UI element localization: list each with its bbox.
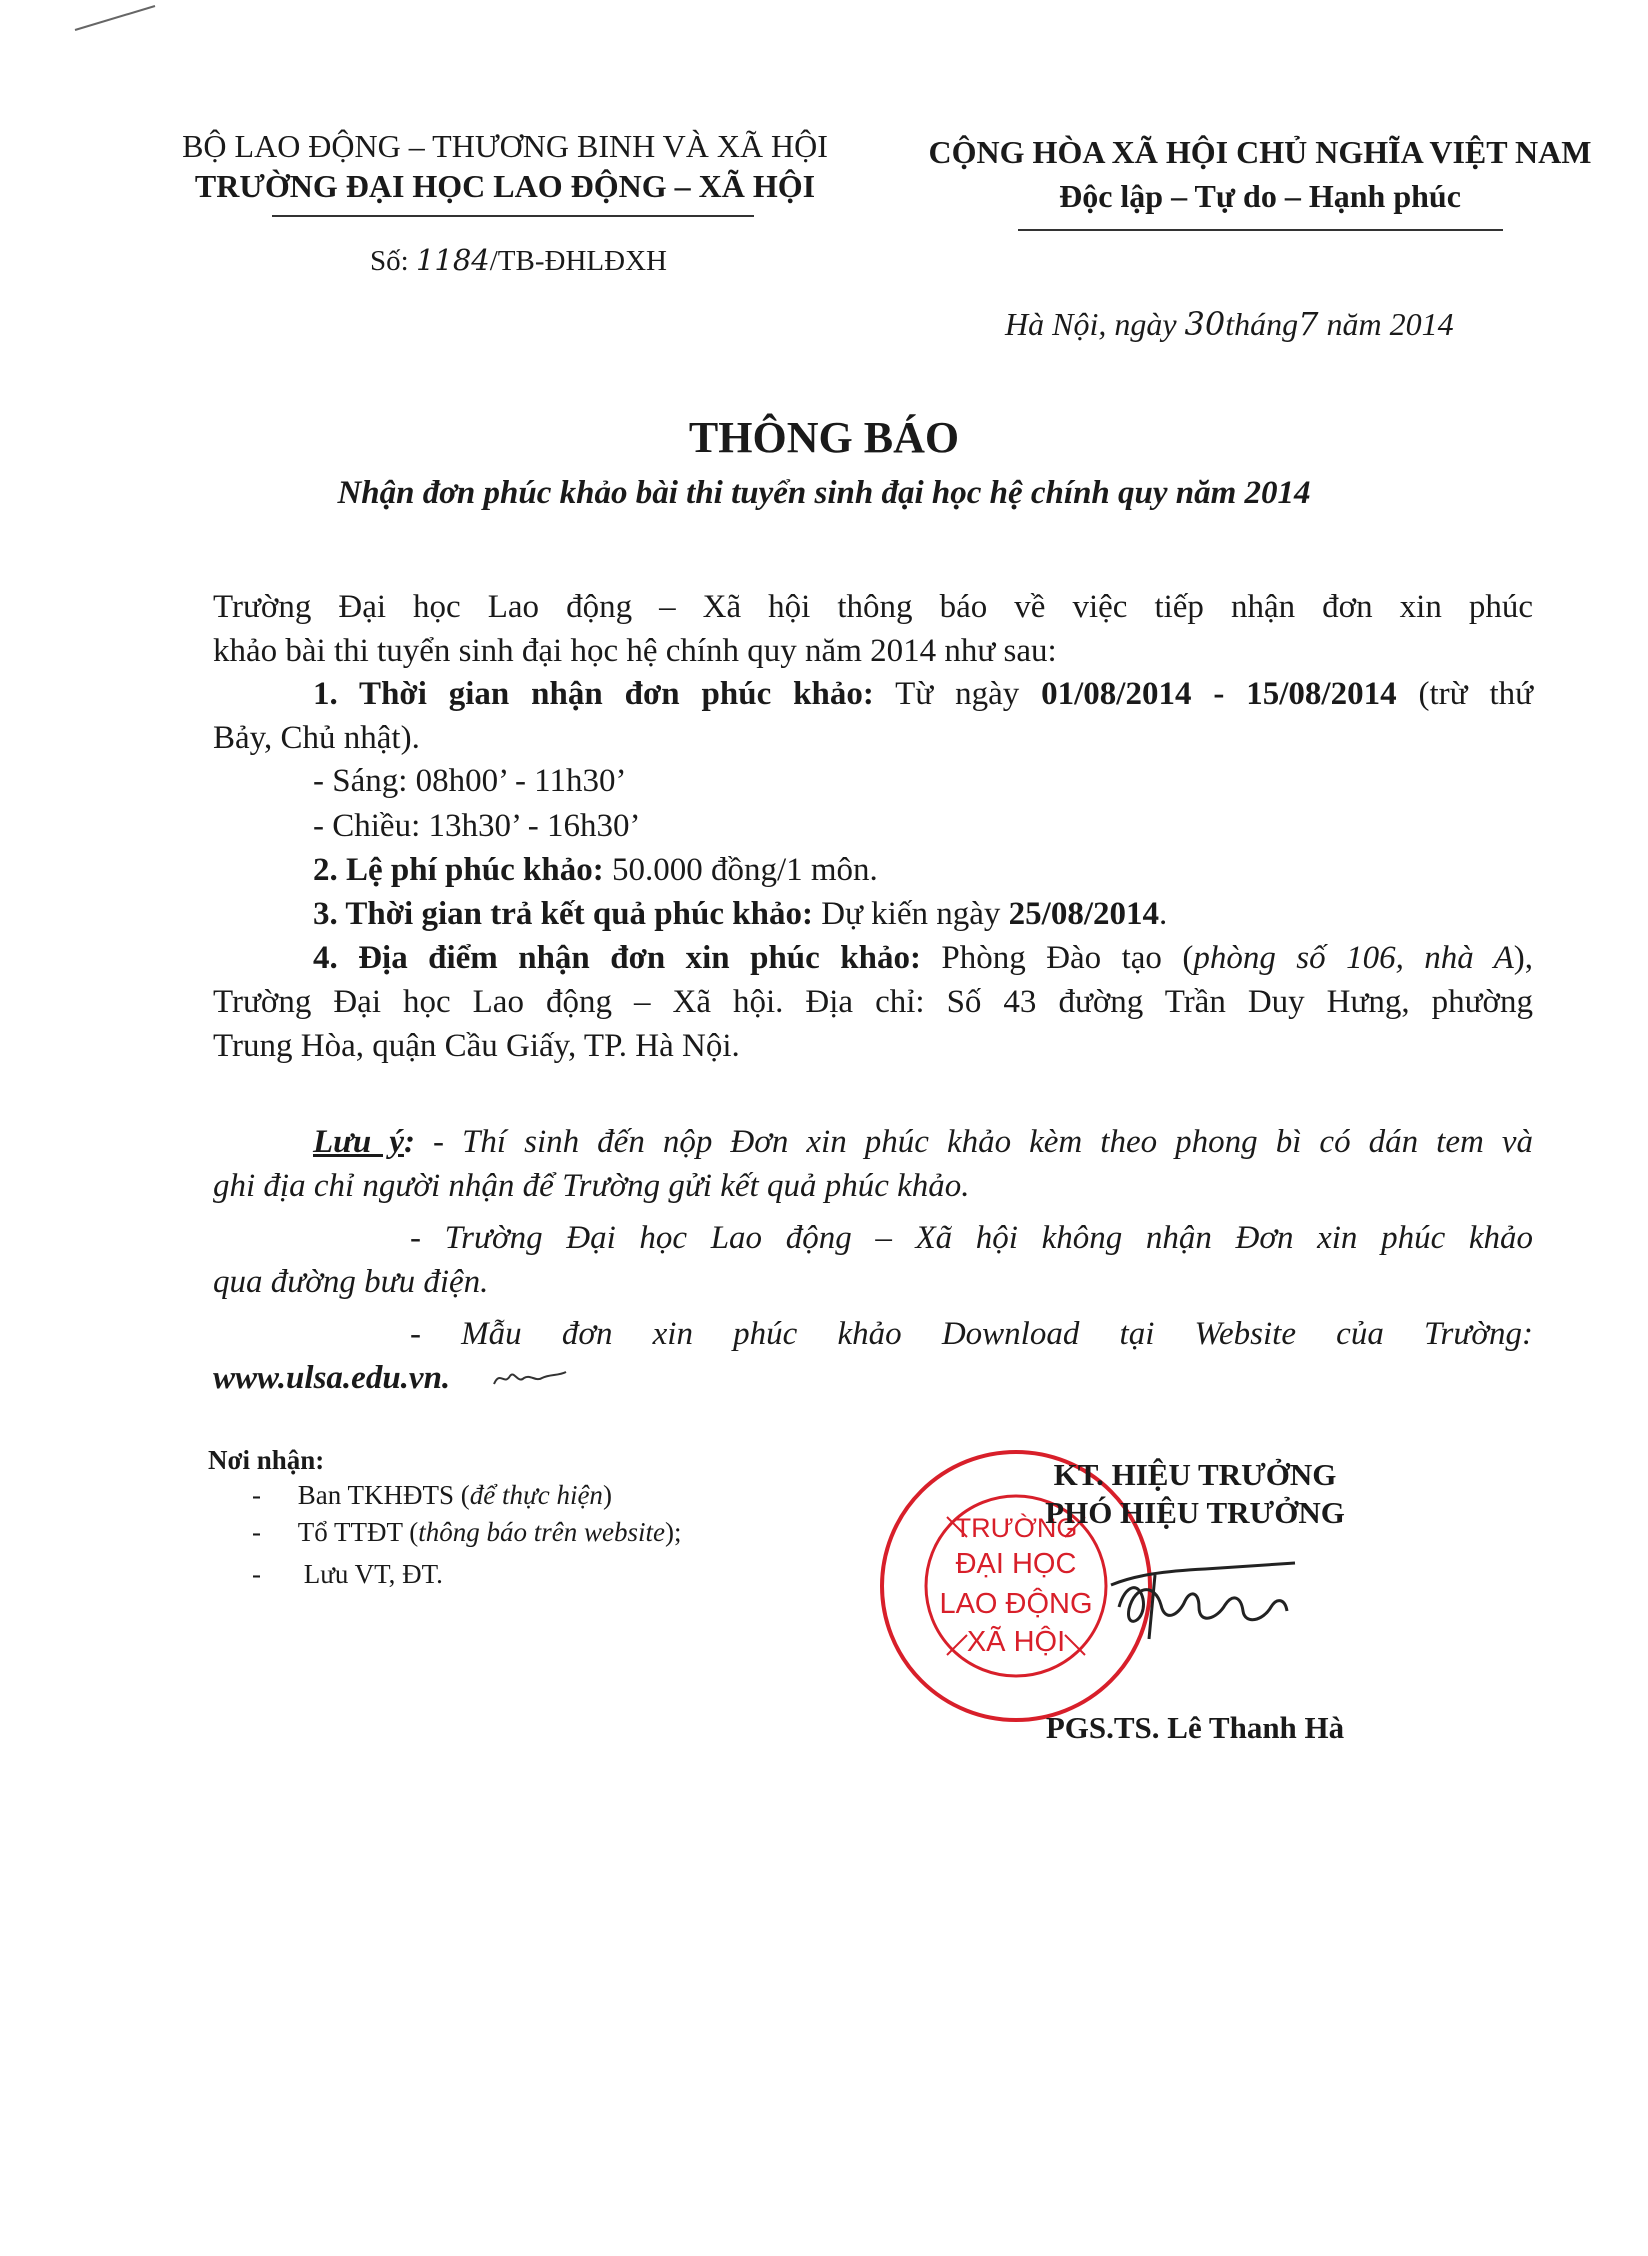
handwritten-day: 30: [1184, 305, 1226, 343]
handwritten-month: 7: [1298, 305, 1319, 343]
document-number: Số: 1184/TB-ĐHLĐXH: [370, 243, 667, 277]
seal-text-2: ĐẠI HỌC: [955, 1548, 1077, 1580]
note-label: Lưu ý: [313, 1124, 404, 1160]
note-1-continued: ghi địa chỉ người nhận để Trường gửi kết quả phúc khảo.: [213, 1168, 970, 1204]
afternoon-hours: - Chiều: 13h30’ - 16h30’: [313, 808, 641, 844]
intro-line-2: khảo bài thi tuyển sinh đại học hệ chính quy năm 2014 như sau:: [213, 633, 1057, 669]
nation-name: CỘNG HÒA XÃ HỘI CHỦ NGHĨA VIỆT NAM: [928, 134, 1592, 170]
seal-text-4: XÃ HỘI: [966, 1626, 1066, 1658]
university-name: TRƯỜNG ĐẠI HỌC LAO ĐỘNG – XÃ HỘI: [194, 168, 816, 204]
note-2: - Trường Đại học Lao động – Xã hội không nhận Đơn xin phúc khảo: [410, 1220, 1533, 1256]
item-2: 2. Lệ phí phúc khảo: 50.000 đồng/1 môn.: [313, 852, 878, 888]
recipients-title: Nơi nhận:: [208, 1445, 325, 1475]
national-motto: Độc lập – Tự do – Hạnh phúc: [1059, 178, 1461, 214]
signature-role-1: KT. HIỆU TRƯỞNG: [1053, 1457, 1337, 1492]
right-header-rule: [1018, 229, 1503, 231]
recipient-2: - Tổ TTĐT (thông báo trên website);: [252, 1517, 682, 1547]
item-4-address-end: Trung Hòa, quận Cầu Giấy, TP. Hà Nội.: [213, 1028, 740, 1064]
ministry-name: BỘ LAO ĐỘNG – THƯƠNG BINH VÀ XÃ HỘI: [182, 128, 828, 164]
note-2-continued: qua đường bưu điện.: [213, 1264, 489, 1300]
scan-mark: [70, 0, 160, 40]
seal-text-1: TRƯỜNG: [954, 1513, 1078, 1543]
intro-line-1: Trường Đại học Lao động – Xã hội thông báo về việc tiếp nhận đơn xin phúc: [213, 589, 1533, 625]
signer-name: PGS.TS. Lê Thanh Hà: [1045, 1710, 1345, 1745]
item-3: 3. Thời gian trả kết quả phúc khảo: Dự kiến ngày 25/08/2014.: [313, 896, 1168, 932]
note-1: Lưu ý: - Thí sinh đến nộp Đơn xin phúc khảo kèm theo phong bì có dán tem và: [313, 1124, 1533, 1160]
initials-mark: [490, 1362, 570, 1392]
handwritten-number: 1184: [415, 243, 490, 277]
signature-role-2: PHÓ HIỆU TRƯỞNG: [1045, 1495, 1345, 1530]
website-url: www.ulsa.edu.vn.: [213, 1360, 451, 1396]
handwritten-signature: [1095, 1545, 1305, 1650]
left-header-rule: [272, 215, 754, 217]
seal-text-3: LAO ĐỘNG: [939, 1588, 1093, 1620]
page-title: THÔNG BÁO: [688, 413, 960, 462]
item-1-continued: Bảy, Chủ nhật).: [213, 720, 420, 756]
date-line: Hà Nội, ngày 30tháng7 năm 2014: [1005, 305, 1454, 343]
item-4-address: Trường Đại học Lao động – Xã hội. Địa chỉ: Số 43 đường Trần Duy Hưng, phường: [213, 984, 1533, 1020]
recipient-1: - Ban TKHĐTS (để thực hiện): [252, 1480, 612, 1510]
morning-hours: - Sáng: 08h00’ - 11h30’: [313, 763, 627, 799]
item-1: 1. Thời gian nhận đơn phúc khảo: Từ ngày 01/08/2014 - 15/08/2014 (trừ thứ: [313, 676, 1534, 712]
note-3: - Mẫu đơn xin phúc khảo Download tại Website của Trường:: [410, 1316, 1533, 1352]
recipient-3: - Lưu VT, ĐT.: [252, 1559, 443, 1589]
item-4: 4. Địa điểm nhận đơn xin phúc khảo: Phòng Đào tạo (phòng số 106, nhà A),: [313, 940, 1534, 976]
page-subtitle: Nhận đơn phúc khảo bài thi tuyển sinh đại học hệ chính quy năm 2014: [337, 475, 1311, 511]
